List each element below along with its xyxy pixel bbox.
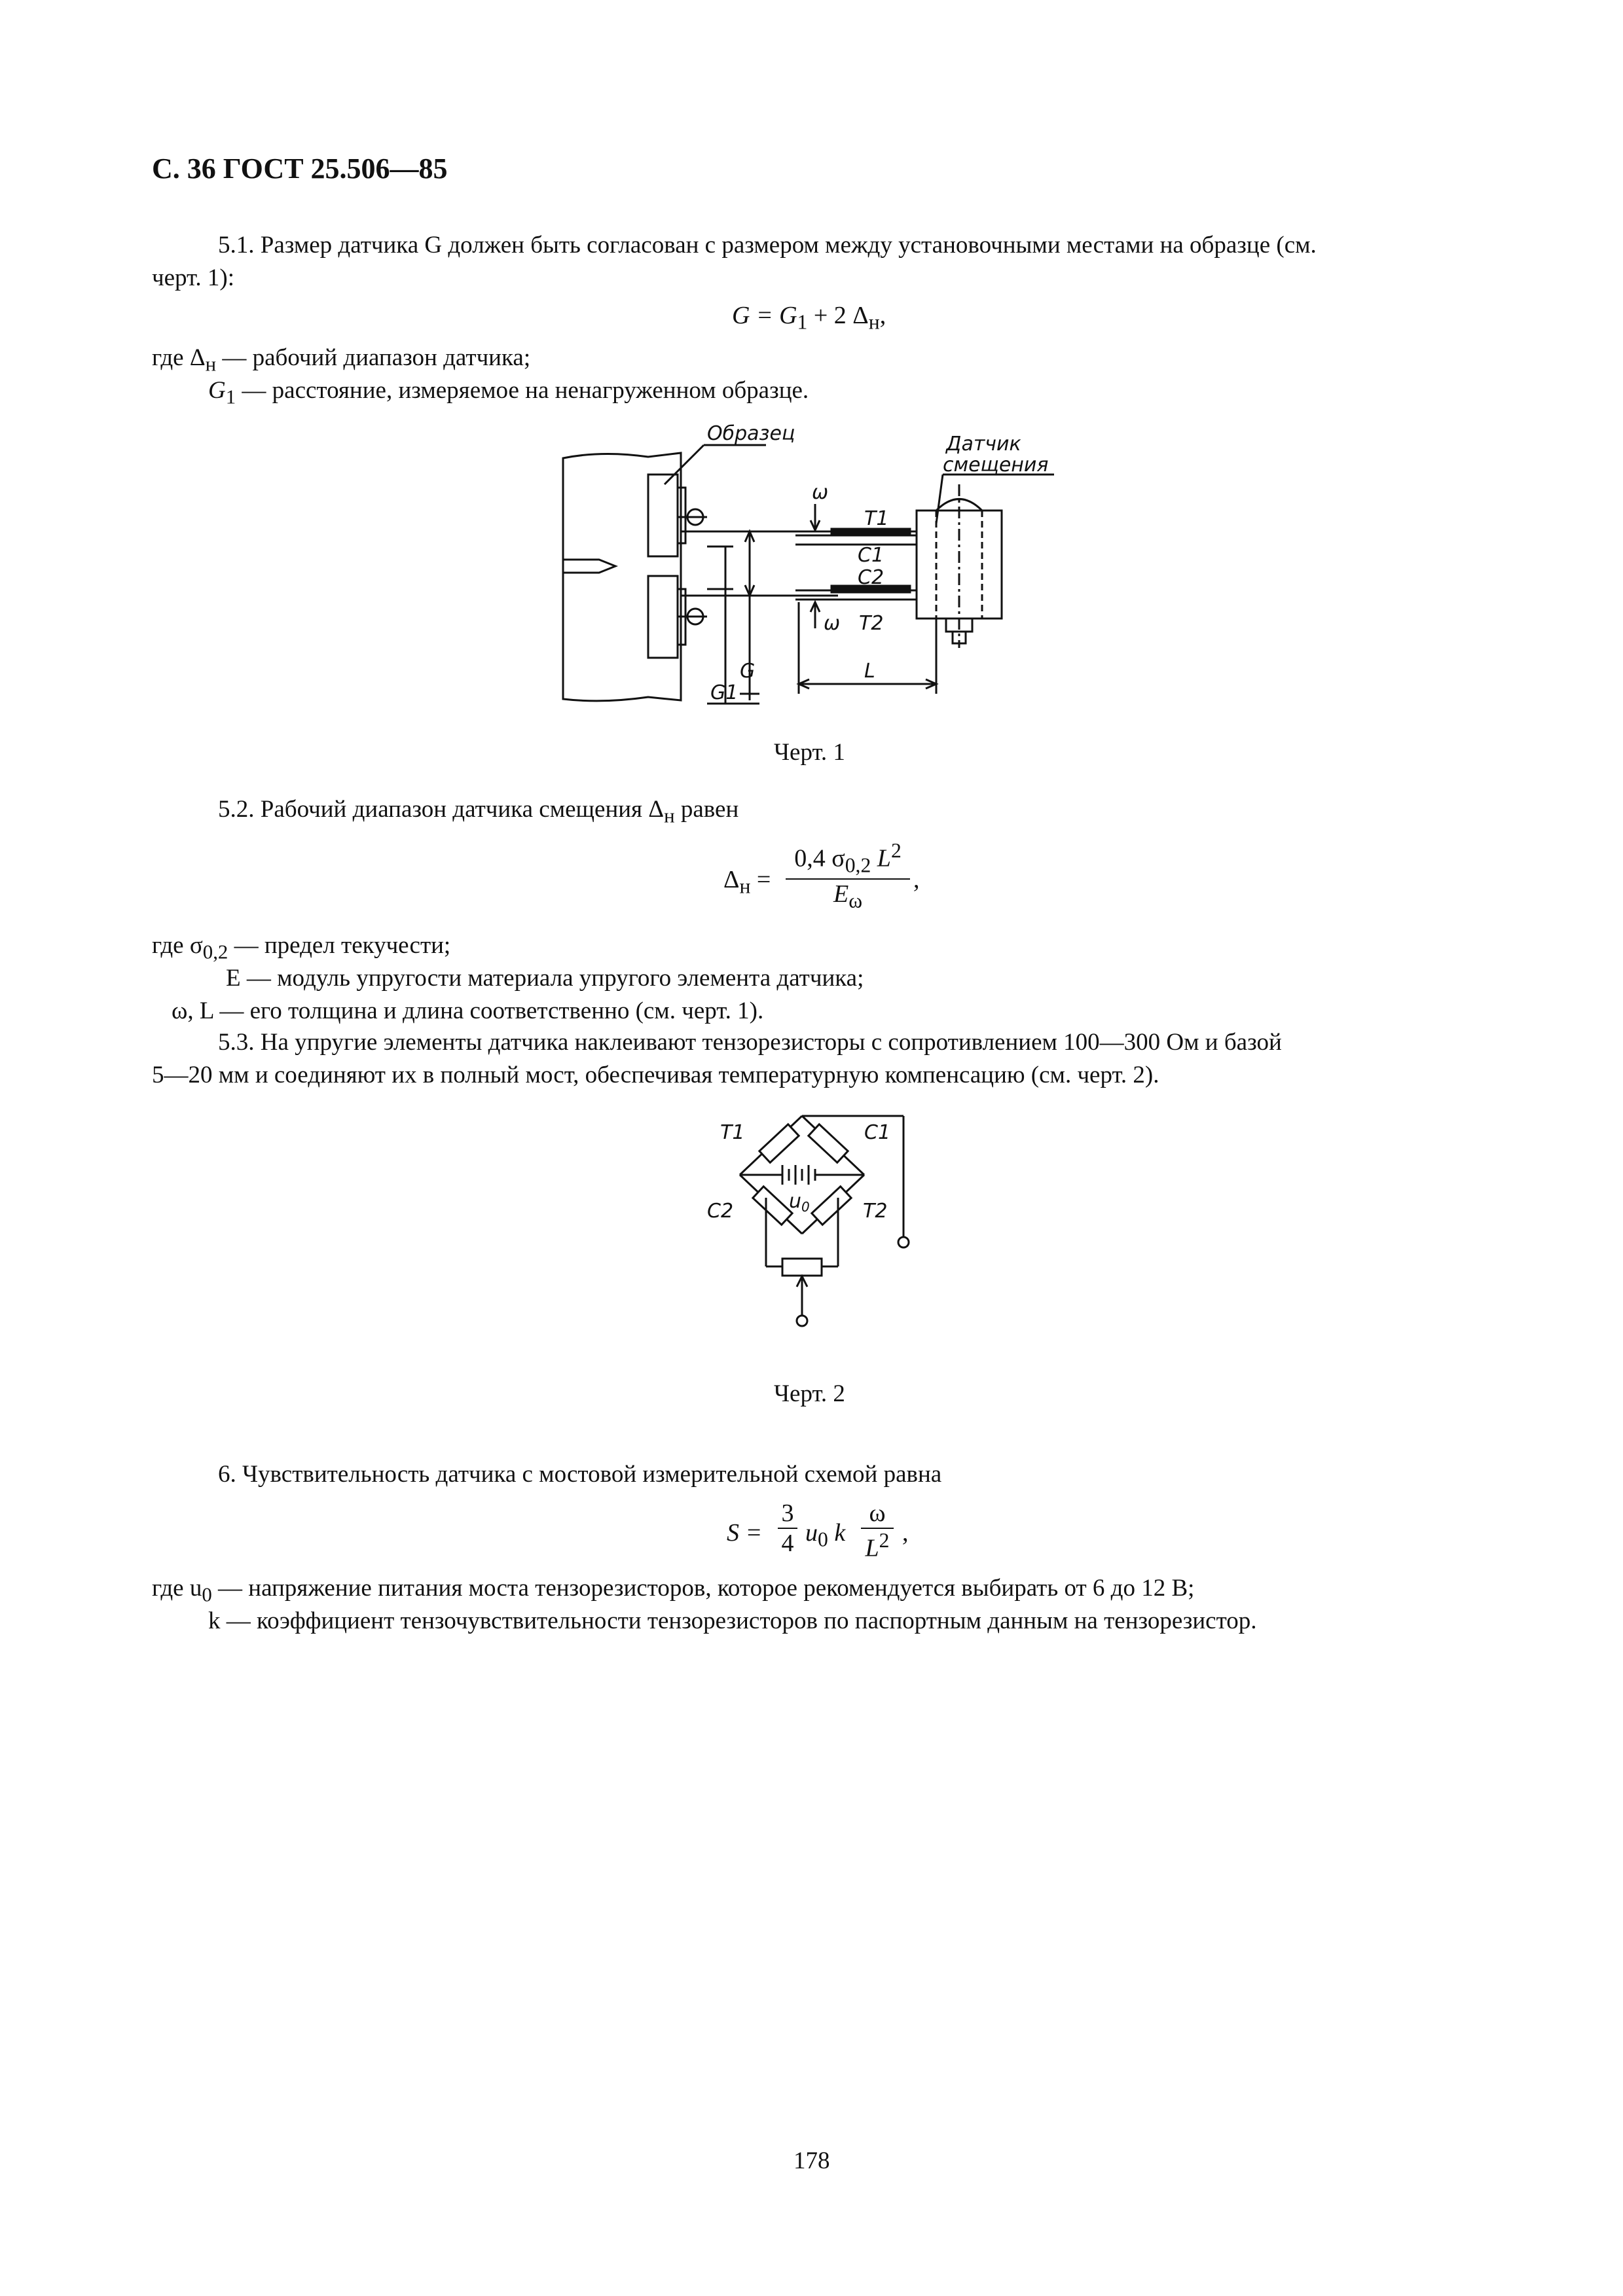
fig1-label-c1: C1 <box>858 544 884 567</box>
fig2-label-u0: $u_0$ <box>789 1190 810 1215</box>
fig1-label-l: L <box>864 660 875 683</box>
fig1-label-sensor-2: смещения <box>943 454 1049 476</box>
fig1-label-c2: C2 <box>858 566 884 589</box>
where-e: E — модуль упругости материала упругого элемента датчика; <box>226 965 864 992</box>
page-number: 178 <box>793 2147 830 2174</box>
paragraph-6: 6. Чувствительность датчика с мостовой измерительной схемой равна <box>218 1461 942 1488</box>
fig1-label-omega-bot: ω <box>824 612 841 635</box>
where-u0: где $u_0$ — напряжение питания моста тензорезисторов, которое рекомендуется выбирать от 6 до 12 В; <box>152 1575 1195 1606</box>
formula-s: S = $\frac{3}{4}$ $u_0$ k $\frac{\omega}{L^2}$ , <box>727 1499 909 1562</box>
paragraph-5-3-line2: 5—20 мм и соединяют их в полный мост, обеспечивая температурную компенсацию (см. черт. 2). <box>152 1062 1159 1088</box>
where-g1: $G_1$ — расстояние, измеряемое на ненагруженном образце. <box>208 377 809 408</box>
formula-delta-n: $\Delta_н$ = $\frac{0,4 \sigma_{0,2} L^2}{E_\omega}$ , <box>723 839 920 912</box>
figure-2-caption: Черт. 2 <box>774 1380 845 1407</box>
fig1-label-sample: Образец <box>707 422 795 445</box>
page-header: С. 36 ГОСТ 25.506—85 <box>152 152 448 185</box>
fig1-label-omega-top: ω <box>812 481 829 504</box>
paragraph-5-2: 5.2. Рабочий диапазон датчика смещения $\Delta_н$ равен <box>218 796 739 827</box>
fig1-label-g1: G1 <box>710 681 739 704</box>
paragraph-5-3-line1: 5.3. На упругие элементы датчика наклеивают тензорезисторы с сопротивлением 100—300 Ом и базой <box>218 1029 1282 1056</box>
where-k: k — коэффициент тензочувствительности тензорезисторов по паспортным данным на тензорезистор. <box>208 1607 1257 1634</box>
figure-1-caption: Черт. 1 <box>774 739 845 766</box>
fig2-label-c2: C2 <box>707 1200 734 1223</box>
figure-1-drawing <box>550 419 1074 713</box>
formula-g: $G = G_1 + 2$ $\Delta_н$, <box>732 302 886 334</box>
fig2-label-t2: T2 <box>863 1200 888 1223</box>
where-delta-n: где $\Delta_н$ — рабочий диапазон датчика; <box>152 344 531 376</box>
figure-2 <box>694 1100 943 1342</box>
fig1-label-g: G <box>740 660 756 683</box>
paragraph-5-1-line1: 5.1. Размер датчика G должен быть согласован с размером между установочными местами на образце (см. <box>218 232 1317 259</box>
fig2-label-c1: C1 <box>864 1121 891 1144</box>
fig1-label-t1: T1 <box>864 507 889 530</box>
paragraph-5-1-line2: черт. 1): <box>152 264 235 291</box>
figure-1 <box>550 419 1074 713</box>
figure-2-drawing <box>694 1100 943 1342</box>
fig1-label-t2: T2 <box>859 612 884 635</box>
where-sigma: где $\sigma_{0,2}$ — предел текучести; <box>152 932 451 963</box>
fig1-label-sensor-1: Датчик <box>946 433 1021 456</box>
where-omega-l: ω, L — его толщина и длина соответственно (см. черт. 1). <box>172 997 764 1024</box>
fig2-label-t1: T1 <box>720 1121 745 1144</box>
